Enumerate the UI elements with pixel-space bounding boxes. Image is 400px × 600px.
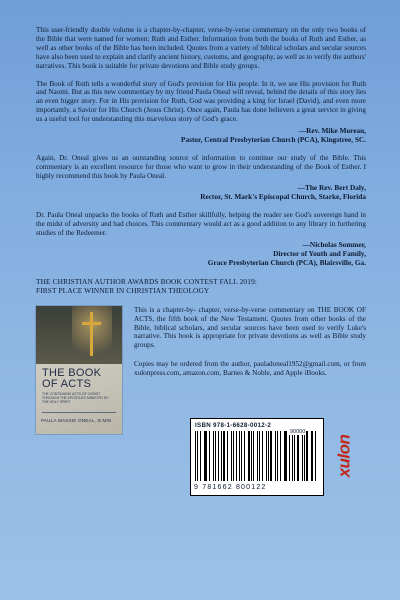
barcode-stripe [197, 431, 198, 481]
barcode-stripe [244, 431, 245, 481]
price-code: 90000 [290, 428, 306, 435]
barcode-stripe [239, 431, 240, 481]
endorsement-text: Again, Dr. Oneal gives us an outstanding source of information to continue our study of the Bible. This commentary is an excellent resource for those who want to grow in their understanding of the Book of Esther. I highly recommend this book by Paula Oneal. [36, 154, 366, 180]
barcode-stripe [275, 431, 276, 481]
barcode-stripe [262, 431, 263, 481]
barcode-stripe [280, 431, 281, 481]
acts-description-block [134, 306, 366, 378]
barcode-stripe [289, 431, 290, 481]
cross-icon [90, 312, 93, 356]
barcode-stripe [253, 431, 254, 481]
barcode-stripe [257, 431, 258, 481]
endorser-role: Pastor, Central Presbyterian Church (PCA), Kingstree, SC. [181, 135, 366, 145]
barcode-stripe [315, 431, 316, 481]
barcode-stripe [297, 431, 299, 481]
barcode-stripe [277, 431, 278, 481]
cover-title-line-2: OF ACTS [42, 377, 92, 390]
barcode-stripe [248, 431, 250, 481]
barcode-stripe [231, 431, 232, 481]
barcode-stripe [251, 431, 252, 481]
barcode-stripe [266, 431, 267, 481]
barcode-stripe [268, 431, 269, 481]
xulon-logo [328, 418, 360, 494]
award-line-1: THE CHRISTIAN AUTHOR AWARDS BOOK CONTEST FALL 2019: [36, 276, 257, 286]
endorser-role: Rector, St. Mark's Episcopal Church, Starke, Florida [200, 191, 366, 201]
barcode-stripe [215, 431, 216, 481]
endorsement-signature [36, 126, 366, 144]
endorsement-moreau [36, 80, 366, 145]
barcode-bars [195, 428, 319, 483]
acts-promo-section [36, 306, 366, 496]
cover-title-line-1: THE BOOK [42, 366, 102, 379]
endorsement-text: Dr. Paula Oneal unpacks the books of Ruth and Esther skillfully, helping the reader see God's sovereign hand in the midst of adversity and bad choices. This commentary would act as a good addition to any library in furthering studies of the Redeemer. [36, 210, 366, 237]
back-cover-content [36, 26, 366, 496]
barcode-stripe [195, 431, 196, 481]
award-banner [36, 277, 366, 296]
cover-subtitle: THE CONTINUING ACTS OF CHRIST THROUGH THE APOSTLES' MINISTRY BY THE HOLY SPIRIT [42, 391, 109, 404]
barcode-stripe [213, 431, 214, 481]
endorsement-signature [36, 183, 366, 201]
barcode-stripe [223, 431, 225, 481]
cover-divider [42, 412, 116, 413]
acts-book-cover-image [36, 306, 122, 434]
barcode-stripe [259, 431, 260, 481]
endorser-church: Grace Presbyterian Church (PCA), Blairsville, Ga. [207, 257, 366, 267]
endorsement-signature [36, 240, 366, 267]
barcode-stripe [233, 431, 234, 481]
endorser-name: —Nicholas Sommer, [302, 239, 366, 249]
barcode-stripe [306, 431, 307, 481]
barcode-stripe [302, 431, 303, 481]
barcode-stripe [221, 431, 222, 481]
barcode-stripe [205, 431, 207, 481]
acts-description: This is a chapter-by- chapter, verse-by-verse commentary on THE BOOK OF ACTS, the fifth book of the New Testament. Quotes from other books of the Bible, biblical scholars, and secular sources have been used to verify Luke's narrative. This book is appropriate for private devotions as well as Bible study groups. [134, 305, 366, 350]
award-line-2: FIRST PLACE WINNER IN CHRISTIAN THEOLOGY [36, 286, 210, 296]
barcode-stripe [312, 431, 313, 481]
barcode-stripe [311, 431, 312, 481]
barcode-digits: 9 781662 800122 [194, 483, 267, 491]
barcode-stripe [304, 431, 305, 481]
endorsement-text: The Book of Ruth tells a wonderful story of God's provision for His people. In it, we see His provision for Ruth and Naomi. But as this new commentary by my friend Paula Oneal will reveal, behind the details of this story lies an even bigger story. For in His provision for Ruth, God was providing a king for Israel (David), and even more importantly, a Savior for His Church (Jesus Christ). Once again, Paula has done believers a great service in giving us a useful tool for understanding this marvelous story of God's grace. [36, 79, 366, 124]
isbn-barcode [190, 418, 324, 496]
barcode-stripe [292, 431, 293, 481]
endorser-name: —Rev. Mike Moreau, [298, 126, 366, 136]
barcode-stripe [270, 431, 272, 481]
barcode-stripe [284, 431, 285, 481]
barcode-stripe [285, 431, 286, 481]
barcode-stripe [209, 431, 210, 481]
endorsement-daly [36, 154, 366, 201]
cover-author: PAULA MASSIE ONEAL, D.MIN [41, 417, 112, 423]
barcode-stripe [204, 431, 205, 481]
isbn-number: ISBN 978-1-6628-0012-2 [195, 421, 272, 429]
barcode-stripe [200, 431, 201, 481]
barcode-stripe [294, 431, 295, 481]
barcode-stripe [236, 431, 237, 481]
intro-paragraph: This user-friendly double volume is a chapter-by-chapter, verse-by-verse commentary on the only two books of the Bible that were named for women: Ruth and Esther. Information from both the books of Ruth and Esther, as well as other books of the Bible has been included. Quotes from a variety of biblical scholars and secular sources have also been used to explain and clarify ancient history, customs, and geography, as well as to verify the authors' narratives. This book is suitable for private devotions and Bible study groups. [36, 26, 366, 70]
endorser-name: —The Rev. Bert Daly, [297, 182, 366, 192]
cover-title [42, 368, 101, 390]
barcode-stripe [227, 431, 228, 481]
endorsement-sommer [36, 211, 366, 267]
logo-text: xulon [334, 434, 353, 478]
ordering-info: Copies may be ordered from the author, pauladoneal1952@gmail.com, or from xulonpress.com, amazon.com, Barnes & Noble, and Apple iBooks. [134, 360, 366, 378]
endorser-role: Director of Youth and Family, [273, 248, 366, 258]
cross-bar-icon [82, 322, 101, 325]
barcode-stripe [218, 431, 219, 481]
barcode-stripe [241, 431, 242, 481]
